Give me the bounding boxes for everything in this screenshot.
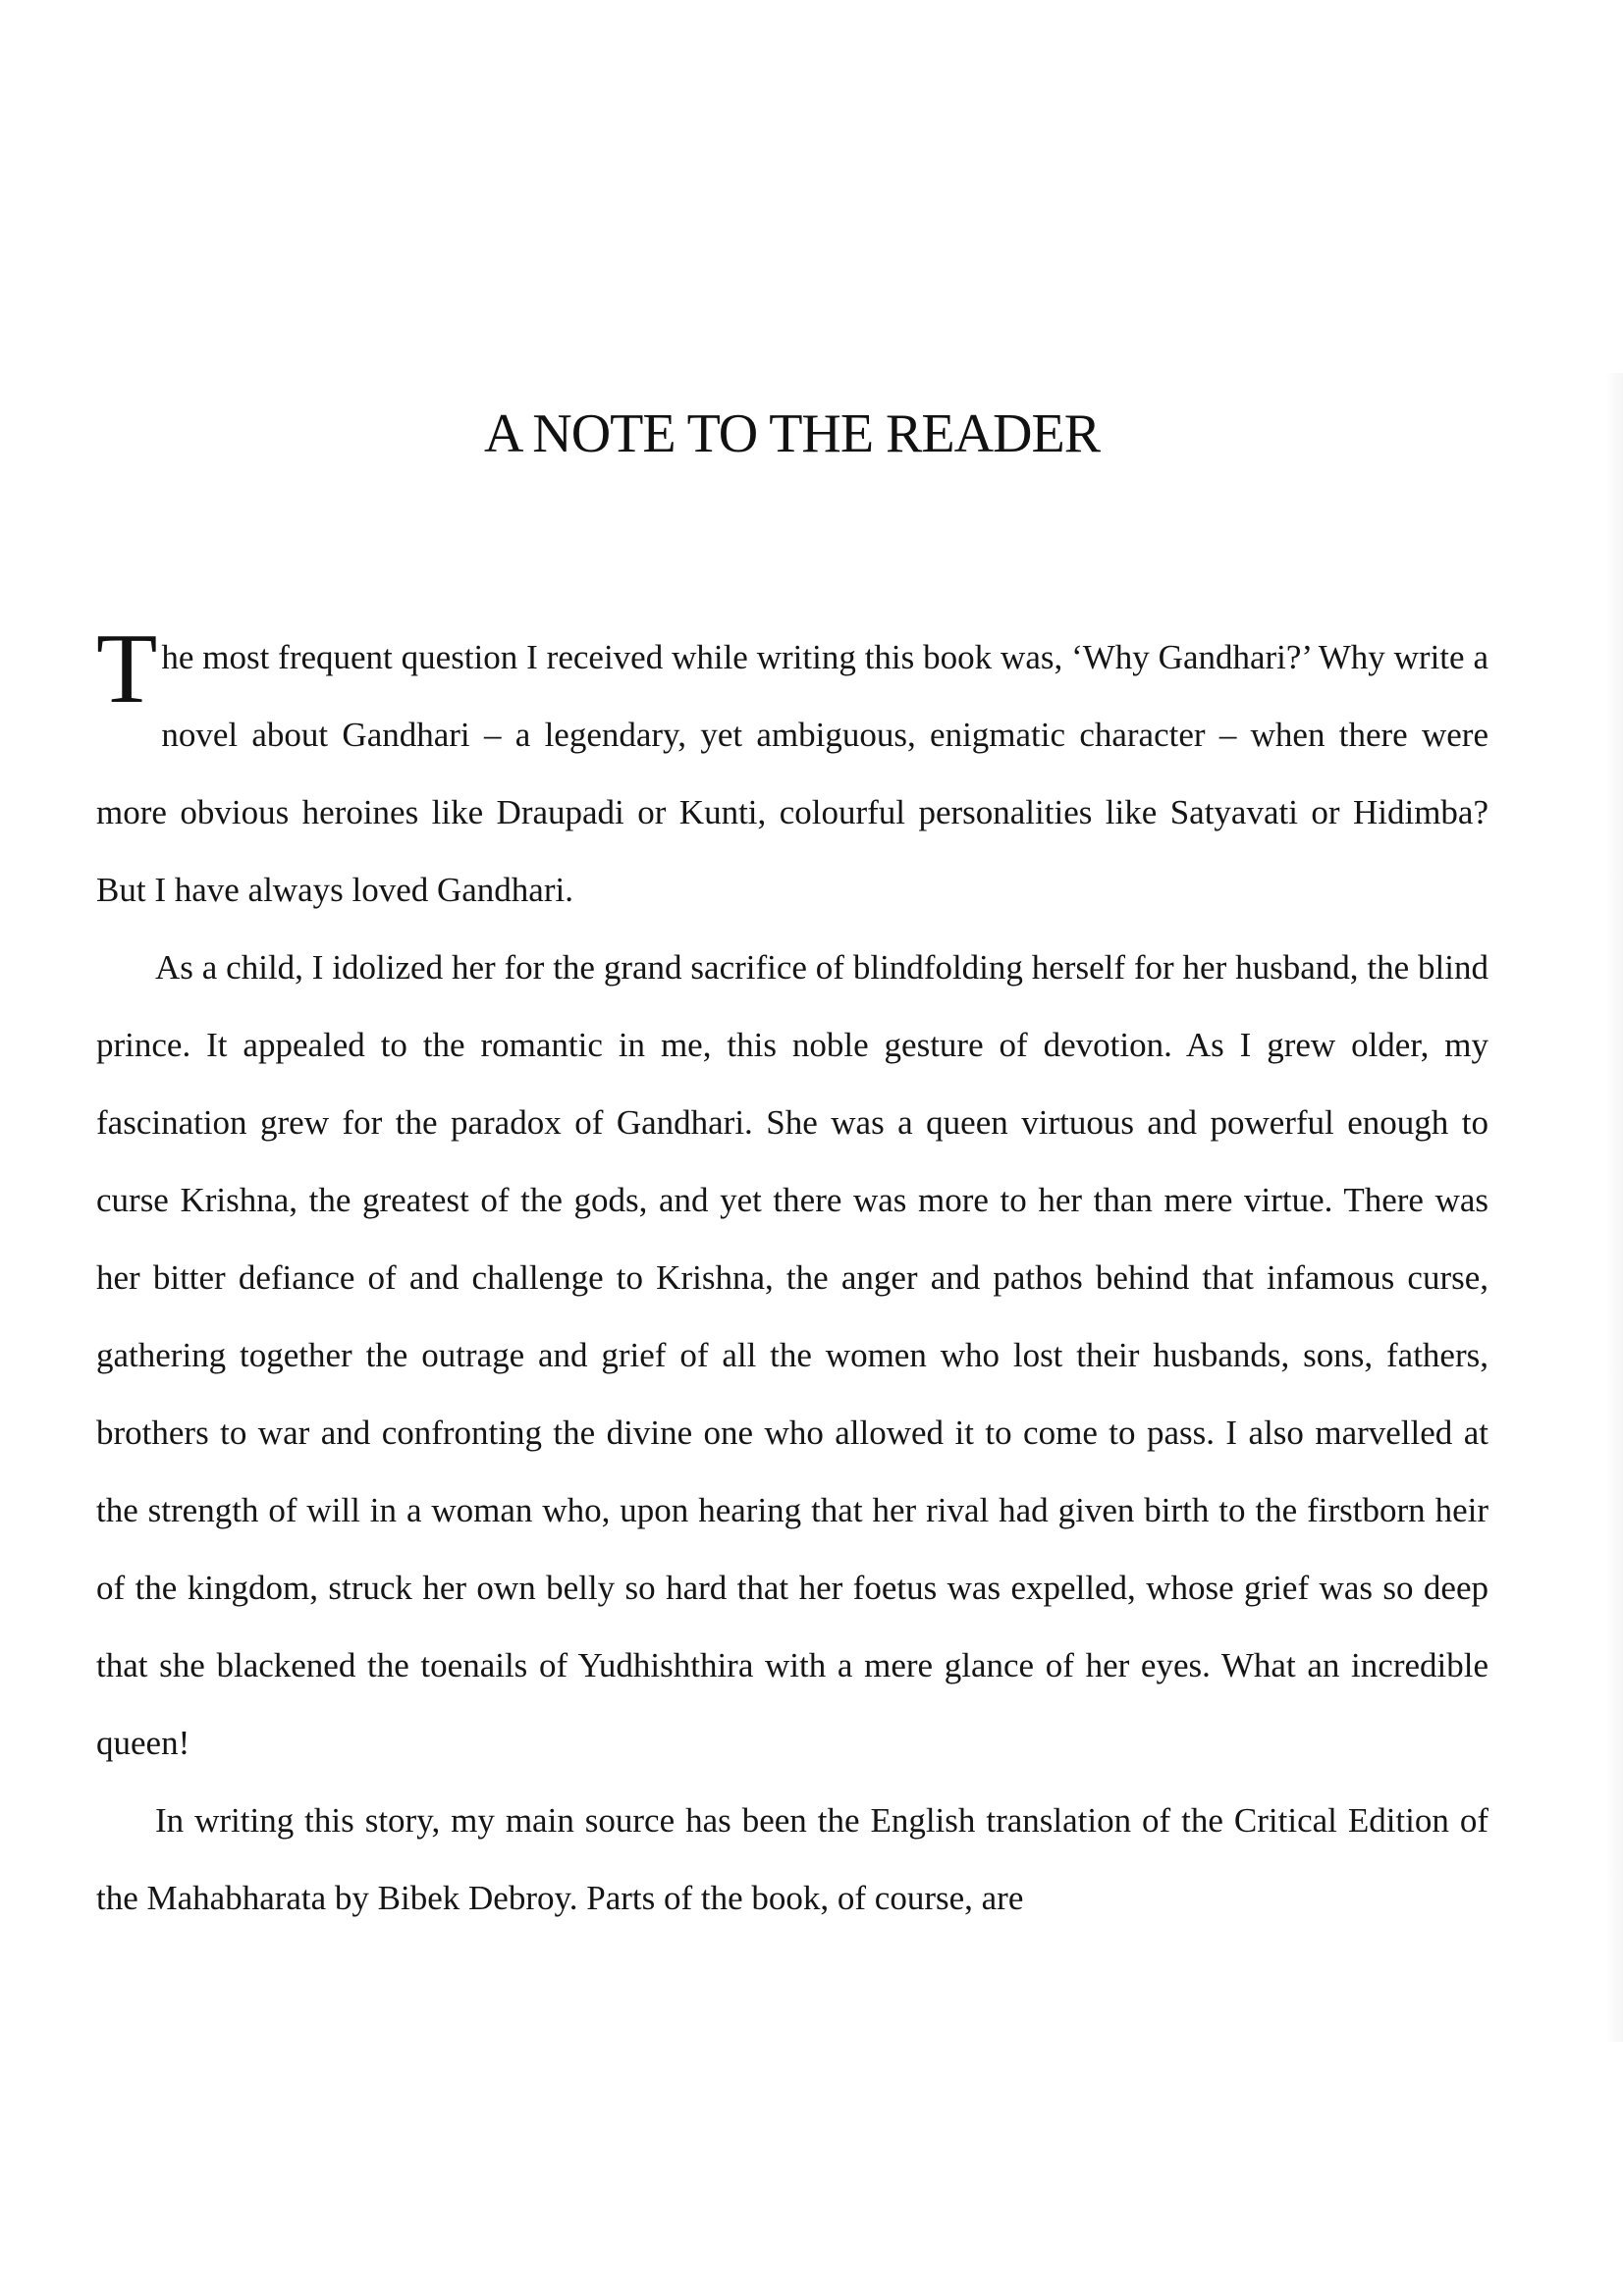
paragraph-1-text: he most frequent question I received while writing this book was, ‘Why Gandhari?’ Why write a novel about Gandhari – a legendary, yet ambiguous, enigmatic character – when there were more obvious heroines like Draupadi or Kunti, colourful personalities like Satyavati or Hidimba? But I have always loved Gandhari. (96, 638, 1488, 909)
page-edge-shadow (1605, 373, 1623, 2042)
drop-cap: T (96, 614, 158, 724)
paragraph-1 (96, 614, 1488, 929)
paragraph-2: As a child, I idolized her for the grand sacrifice of blindfolding herself for her husband, the blind prince. It appealed to the romantic in me, this noble gesture of devotion. As I grew older, my fascination grew for the paradox of Gandhari. She was a queen virtuous and powerful enough to curse Krishna, the greatest of the gods, and yet there was more to her than mere virtue. There was her bitter defiance of and challenge to Krishna, the anger and pathos behind that infamous curse, gathering together the outrage and grief of all the women who lost their husbands, sons, fathers, brothers to war and confronting the divine one who allowed it to come to pass. I also marvelled at the strength of will in a woman who, upon hearing that her rival had given birth to the firstborn heir of the kingdom, struck her own belly so hard that her foetus was expelled, whose grief was so deep that she blackened the toenails of Yudhishthira with a mere glance of her eyes. What an incredible queen! (96, 948, 1488, 1762)
paragraph-3: In writing this story, my main source has been the English translation of the Critical Edition of the Mahabharata by Bibek Debroy. Parts of the book, of course, are (96, 1801, 1488, 1917)
page-title: A NOTE TO THE READER (483, 403, 1101, 464)
body-text (96, 614, 1488, 1937)
